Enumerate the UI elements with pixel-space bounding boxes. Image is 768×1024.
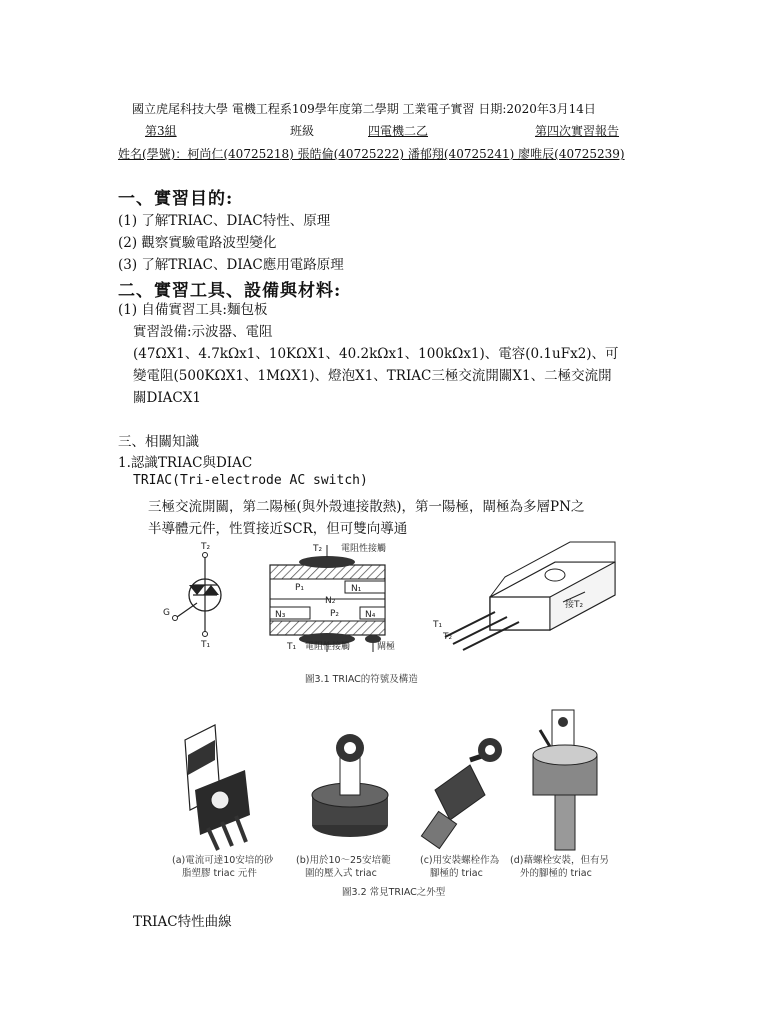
student-names: 姓名(學號)：柯尚仁(40725218) 張皓倫(40725222) 潘郁翔(40725241) 廖唯辰(40725239): [118, 147, 625, 161]
caption-b-line1: (b)用於10～25安培範: [296, 855, 391, 866]
purpose-item-3: (3) 了解TRIAC、DIAC應用電路原理: [118, 257, 344, 273]
purpose-item-1: (1) 了解TRIAC、DIAC特性、原理: [118, 213, 331, 229]
materials-line-1: (47ΩX1、4.7kΩx1、10KΩX1、40.2kΩx1、100kΩx1)、電容(0.1uFx2)、可: [133, 346, 619, 362]
package-stud-flag: [533, 710, 597, 850]
class-label: 班級: [290, 124, 315, 138]
label-t1-structure: T₁: [287, 642, 297, 652]
report-number: 第四次實習報告: [535, 124, 620, 138]
label-n1: N₁: [351, 584, 362, 594]
package-press-fit: [312, 734, 388, 837]
subsection-triac-diac: 1.認識TRIAC與DIAC: [118, 455, 253, 471]
section-title-purpose: 一、實習目的:: [118, 189, 234, 209]
label-gate-structure: 閘極: [377, 642, 396, 652]
triac-curve-heading: TRIAC特性曲線: [133, 914, 232, 930]
figure-triac-symbol-structure: [145, 537, 625, 687]
label-p2: P₂: [330, 609, 340, 619]
label-n3: N₃: [275, 610, 286, 620]
figure-triac-packages: [170, 700, 620, 860]
label-t1-pin: T₁: [433, 620, 443, 630]
label-t1: T₁: [201, 640, 211, 650]
label-n4: N₄: [365, 610, 376, 620]
label-t2-structure: T₂: [313, 544, 323, 554]
materials-line-2: 變電阻(500KΩX1、1MΩX1)、燈泡X1、TRIAC三極交流開關X1、二極交流開: [133, 368, 612, 384]
package-plastic: [185, 725, 250, 850]
header-line: 國立虎尾科技大學 電機工程系109學年度第二學期 工業電子實習 日期:2020年3月14日: [132, 102, 596, 116]
label-t2-pin: T₂: [443, 632, 453, 642]
package-stud: [421, 738, 502, 849]
caption-d-line1: (d)藉螺栓安裝，但有另: [510, 855, 609, 866]
caption-c-line1: (c)用安裝螺栓作為: [420, 855, 500, 866]
caption-a-line1: (a)電流可達10安培的砂: [172, 855, 274, 866]
label-contact-top: 電阻性接觸: [341, 544, 387, 554]
group-number: 第3組: [145, 124, 177, 138]
figure1-caption: 圖3.1 TRIAC的符號及構造: [305, 674, 418, 685]
materials-line-3: 關DIACX1: [133, 390, 201, 406]
triac-description-2: 半導體元件，性質接近SCR，但可雙向導通: [148, 521, 408, 537]
label-n2: N₂: [325, 596, 336, 606]
section-title-knowledge: 三、相關知識: [118, 434, 199, 450]
section-title-tools: 二、實習工具、設備與材料:: [118, 281, 342, 301]
triac-full-name: TRIAC(Tri-electrode AC switch): [133, 473, 368, 488]
caption-b-line2: 圍的壓入式 triac: [305, 868, 377, 879]
equipment-line: 實習設備:示波器、電阻: [133, 324, 273, 340]
triac-description-1: 三極交流開關，第二陽極(與外殼連接散熱)，第一陽極，閘極為多層PN之: [148, 499, 585, 515]
caption-c-line2: 腳極的 triac: [430, 868, 483, 879]
figure2-caption: 圖3.2 常見TRIAC之外型: [342, 887, 446, 898]
caption-d-line2: 外的腳極的 triac: [520, 868, 592, 879]
tools-item-1: (1) 自備實習工具:麵包板: [118, 302, 268, 318]
label-p1: P₁: [295, 583, 305, 593]
caption-a-line2: 脂塑膠 triac 元件: [182, 868, 257, 879]
label-contact-bottom: 電阻性接觸: [305, 642, 351, 652]
purpose-item-2: (2) 觀察實驗電路波型變化: [118, 235, 277, 251]
label-gate-g: G: [163, 608, 170, 618]
triac-symbol: [173, 553, 222, 637]
label-t2: T₂: [201, 542, 211, 552]
triac-package-drawing: [445, 542, 615, 650]
class-value: 四電機二乙: [368, 124, 429, 138]
label-case-t2: 接T₂: [565, 600, 584, 610]
